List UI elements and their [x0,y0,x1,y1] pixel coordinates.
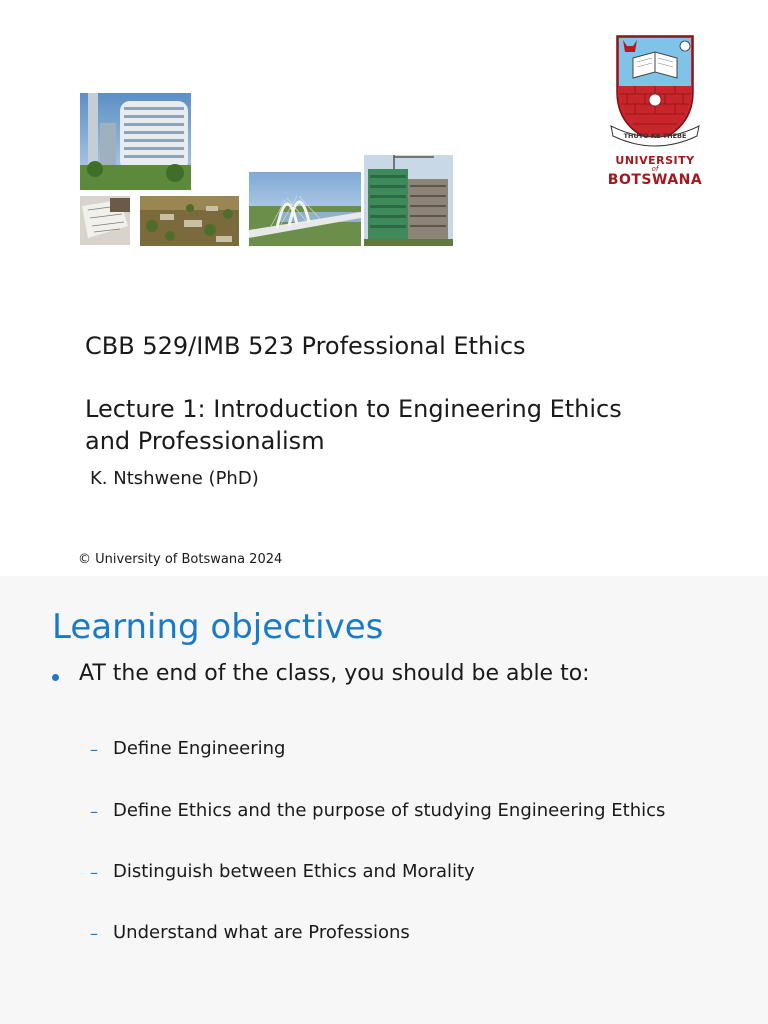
dash-icon: – [90,924,98,943]
university-name-line1: UNIVERSITY [615,154,695,167]
university-name-line2: BOTSWANA [607,172,703,188]
objective-item: Define Ethics and the purpose of studying Engineering Ethics [113,800,666,821]
svg-text:THUTO KE THEBE: THUTO KE THEBE [623,132,687,140]
drawings-photo [80,196,130,245]
university-name-of: of [651,165,659,173]
dash-icon: – [90,740,98,759]
course-title: CBB 529/IMB 523 Professional Ethics [85,332,526,360]
author-name: K. Ntshwene (PhD) [90,468,259,489]
copyright-notice: © University of Botswana 2024 [78,552,283,567]
objective-item: Define Engineering [113,738,286,759]
dash-icon: – [90,802,98,821]
dash-icon: – [90,863,98,882]
objective-item: Distinguish between Ethics and Morality [113,861,475,882]
site-aerial-photo [140,196,239,246]
objective-item: Understand what are Professions [113,922,410,943]
construction-photo [364,155,453,246]
university-logo [605,32,705,192]
learning-objectives-heading: Learning objectives [52,607,384,647]
bullet-intro: AT the end of the class, you should be able to: [79,661,590,686]
lecture-title-line1: Lecture 1: Introduction to Engineering Ethics [85,395,622,423]
bridge-photo [249,172,361,246]
bullet-icon [52,674,59,681]
lecture-title-line2: and Professionalism [85,427,325,455]
university-crest-icon [605,32,705,150]
office-tower-photo [80,93,191,190]
